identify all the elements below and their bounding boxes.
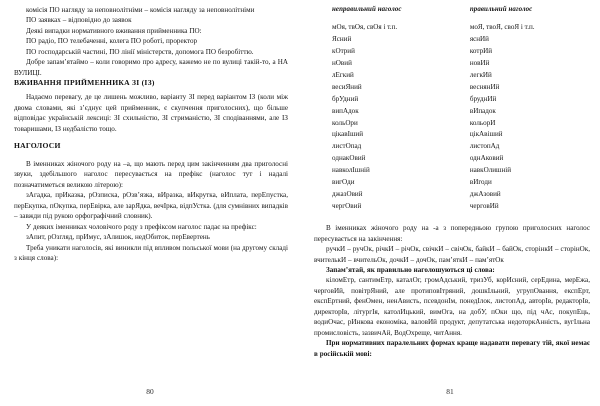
- paragraph-masc-prefix-examples: зАпит, рОзгляд, прИмус, зАлишок, недОбиток, перЕвертень: [26, 233, 210, 242]
- cell-wrong-accent: Ясний: [332, 34, 352, 43]
- table-row: [332, 34, 590, 46]
- cell-correct-accent: листопАд: [469, 142, 500, 151]
- cell-correct-accent: джАзовий: [469, 190, 501, 199]
- cell-wrong-accent: навколІшній: [332, 166, 370, 175]
- accent-table-body: [332, 22, 590, 213]
- table-row: [332, 177, 590, 189]
- page-number-left: 80: [146, 387, 154, 396]
- table-row: [332, 70, 590, 82]
- cell-correct-accent: вИгоди: [469, 178, 492, 187]
- column-header-correct-accent: правильний наголос: [469, 6, 533, 13]
- cell-wrong-accent: весиЯний: [332, 82, 362, 91]
- cell-wrong-accent: чергОвий: [332, 202, 362, 211]
- cell-wrong-accent: джазОвий: [332, 190, 363, 199]
- paragraph-fem-a-ending-examples: ручкИ – ручОк, річкИ – річОк, свічкИ – свічОк, байкИ – байОк, сторінкИ – сторінОк, вчителькИ – вчительОк, дочкИ – дочОк, пам’яткИ – пам’ятОк: [314, 245, 590, 264]
- cell-correct-accent: однАковий: [469, 154, 504, 163]
- table-row: [332, 46, 590, 58]
- paragraph-parallel-forms: При нормативних паралельних формах краще надавати перевагу тій, якої немає в російській мові:: [314, 339, 590, 358]
- table-row: [332, 129, 590, 141]
- table-row: [332, 58, 590, 70]
- paragraph-polish-influence: Треба уникати наголосів, які виникли під впливом польської мови (на другому складі з кінця слова):: [14, 243, 288, 263]
- table-row: [332, 82, 590, 94]
- paragraph-po-examples-2: ПО господарській частині, ПО лінії міністерств, допомога ПО безробіттю.: [26, 47, 254, 56]
- page-number-right: 81: [446, 387, 454, 396]
- cell-wrong-accent: брУдний: [332, 94, 359, 103]
- table-row: [332, 106, 590, 118]
- cell-correct-accent: котрИй: [469, 46, 493, 55]
- spacer: [314, 213, 590, 223]
- paragraph-zi-rule: Надаємо перевагу, де це лишень можливо, варіанту ЗІ перед варіантом ІЗ (коли між двома словами, які з’єднує цей прийменник, є скупчення приголосних), що більше відповідає українській лексиці: ЗІ схильністю, ЗІ стриманістю, ЗІ сподіваннями, але ІЗ товаришами, ІЗ недбалістю тощо.: [14, 93, 288, 133]
- cell-correct-accent: навкОлишній: [469, 166, 512, 175]
- table-row: [332, 22, 590, 34]
- cell-wrong-accent: мОя, твОя, свОя і т.п.: [332, 22, 398, 31]
- cell-wrong-accent: однакОвий: [332, 154, 366, 163]
- table-row: [332, 189, 590, 201]
- table-row: [332, 118, 590, 130]
- table-row: [332, 94, 590, 106]
- paragraph-po-examples-1: ПО радіо, ПО телебаченні, колега ПО роботі, проректор: [26, 37, 198, 46]
- paragraph-fem-a-prefix-examples: зАгадка, прИказка, рОзписка, рОзв’язка, вИразка, вИкрутка, вИплата, перЕпустка, перЕкупка, пОкупка, перЕвірка, але зарЯдка, вечІрка, відпУстка. (для сумнівних випадків – завжди під рукою орфографічний словник).: [14, 191, 288, 221]
- cell-wrong-accent: нОвий: [332, 58, 352, 67]
- table-row: [332, 201, 590, 213]
- table-row: [332, 165, 590, 177]
- table-row: [332, 153, 590, 165]
- right-page: [300, 0, 600, 406]
- paragraph-remember-heading: Запам’ятай, як правильно наголошуються ці слова:: [326, 265, 495, 274]
- cell-wrong-accent: кОтрий: [332, 46, 355, 55]
- column-header-wrong-accent: неправильний наголос: [332, 6, 402, 13]
- cell-wrong-accent: вигОди: [332, 178, 355, 187]
- paragraph-po-komisiya: комісія ПО нагляду за неповнолітніми – комісія нагляду за неповнолітніми: [26, 6, 255, 14]
- cell-correct-accent: цікАвіший: [469, 130, 503, 139]
- cell-wrong-accent: листОпад: [332, 142, 362, 151]
- cell-wrong-accent: лЕгкий: [332, 70, 354, 79]
- table-row: [332, 141, 590, 153]
- heading-naholosy: НАГОЛОСИ: [14, 140, 61, 150]
- table-header-row: [332, 5, 590, 22]
- cell-correct-accent: моЯ, твоЯ, своЯ і т.п.: [469, 22, 535, 31]
- cell-correct-accent: кольорИ: [469, 118, 496, 127]
- heading-vzhyvannya-zi: ВЖИВАННЯ ПРИЙМЕННИКА ЗІ (ІЗ): [14, 78, 155, 88]
- cell-correct-accent: веснянИй: [469, 82, 500, 91]
- cell-correct-accent: яснИй: [469, 34, 489, 43]
- spacer: [14, 134, 288, 141]
- cell-correct-accent: черговИй: [469, 202, 499, 211]
- cell-correct-accent: легкИй: [469, 70, 492, 79]
- paragraph-masc-prefix-rule: У деяких іменниках чоловічого роду з префіксом наголос падає на префікс:: [26, 222, 257, 231]
- paragraph-po-normative-intro: Деякі випадки нормативного вживання прийменника ПО:: [26, 26, 202, 35]
- cell-wrong-accent: цікавІший: [332, 130, 364, 139]
- cell-correct-accent: бруднИй: [469, 94, 497, 103]
- cell-wrong-accent: кольОри: [332, 118, 358, 127]
- accent-comparison-table: [332, 5, 590, 213]
- cell-correct-accent: вИпадок: [469, 106, 496, 115]
- cell-wrong-accent: випАдок: [332, 106, 359, 115]
- paragraph-po-zayavkah: ПО заявках – відповідно до заявок: [26, 16, 132, 25]
- paragraph-fem-a-prefix-rule: В іменниках жіночого роду на –а, що мають перед цим закінченням два приголосні звуки, здебільшого наголос пересувається на префікс (наголос тут і надалі позначатиметься великою літерою):: [14, 159, 288, 189]
- cell-correct-accent: новИй: [469, 58, 490, 67]
- paragraph-fem-a-ending-rule: В іменниках жіночого роду на -а з попередньою групою приголосних наголос пересувається на закінчення:: [314, 224, 590, 243]
- paragraph-remember-list: кіломЕтр, сантимЕтр, каталОг, громАдський, тризУб, корИсний, серЕдина, мерЕжа, черговИй, повітрЯний, але протиповІтряний, дошкІльний, угрупОвання, експЕрт, експЕртний, фенОмен, нeнАвисть, псевдонІм, понедІлок, листопАд, авторІв, редакторІв, директорІв, літургІя, католИцький, вимОга, на добУ, пОки що, під чАс, покупЕць, водиОчас, рИнкова економіка, валовИй продукт, депутатська недоторкАнність, вугІльна промисловість, зазвичАй, ВодОхреще, читАння.: [314, 276, 590, 337]
- paragraph-po-address: Добре запам’ятаймо – коли говоримо про адресу, кажемо не по вулиці такій-то, а НА ВУЛИЦІ.: [14, 58, 288, 77]
